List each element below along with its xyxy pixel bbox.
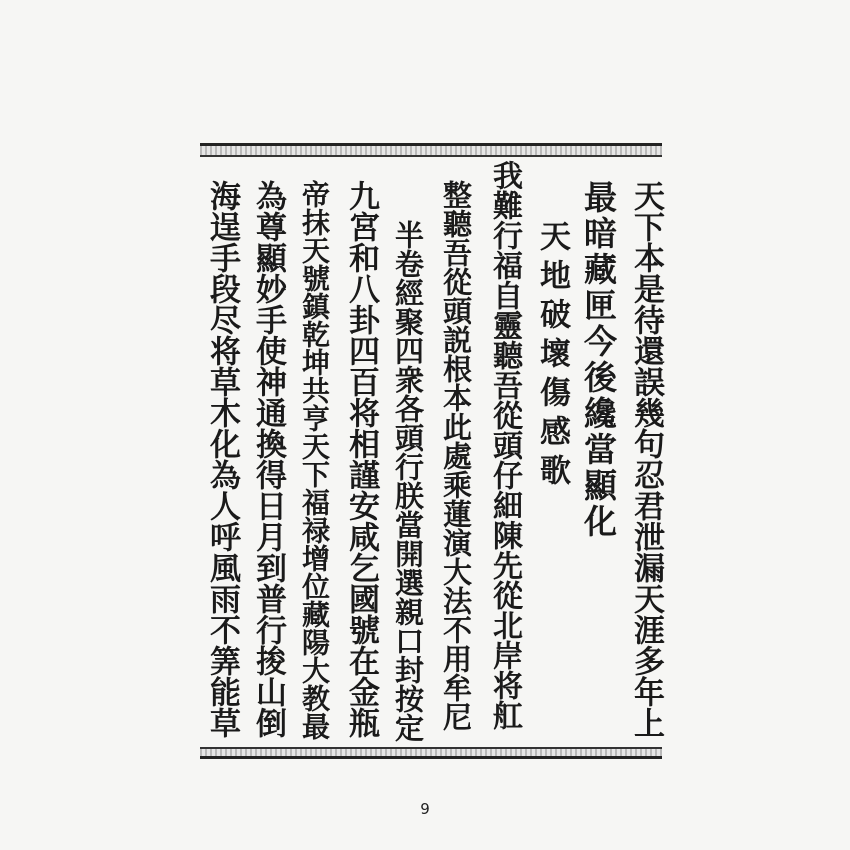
text-column-6: 半卷經聚四衆各頭行朕當開選親口封按定 bbox=[391, 220, 425, 742]
text-column-8: 帝抹天號鎮乾坤共亨天下福禄增位藏陽大教最 bbox=[298, 180, 331, 740]
text-column-2: 最暗藏匣今後纔當顯化 bbox=[579, 180, 618, 540]
bottom-border-rule bbox=[200, 747, 662, 759]
text-column-3-heading: 天地破壞傷感歌 bbox=[534, 220, 570, 493]
vertical-text-block bbox=[198, 160, 664, 745]
text-column-4: 我難行福自靈聽吾從頭仔細陳先從北岸将舡 bbox=[487, 160, 522, 730]
top-border-rule bbox=[200, 143, 662, 157]
text-column-1: 天下本是待還誤幾句忍君泄漏天涯多年上 bbox=[628, 180, 664, 738]
page-number: 9 bbox=[420, 800, 430, 818]
text-column-7: 九宮和八卦四百将相謹安咸乞國號在金瓶 bbox=[343, 180, 379, 738]
text-column-10: 海逞手段尽将草木化為人呼風雨不筭能草 bbox=[204, 180, 240, 738]
text-column-5: 整聽吾從頭説根本此處乘蓮演大法不用牟尼 bbox=[439, 180, 473, 731]
text-column-9: 為尊顯妙手使神通換得日月到普行捘山倒 bbox=[250, 180, 286, 738]
